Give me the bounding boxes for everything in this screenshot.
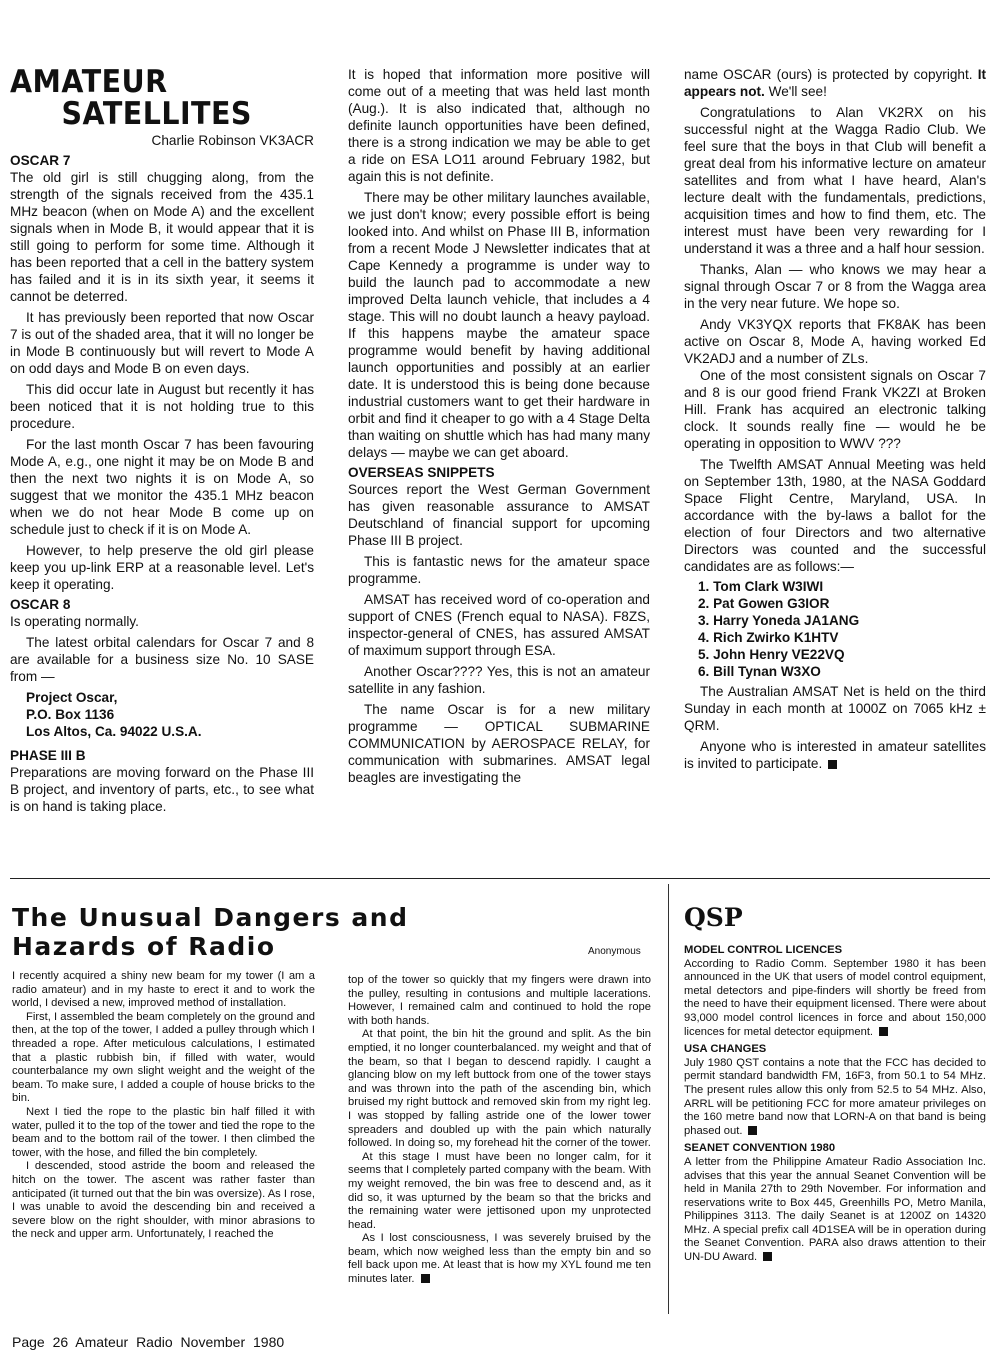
paragraph [348, 1232, 651, 1286]
paragraph: Next I tied the rope to the plastic bin half filled it with water, pulled it to the top of the tower and tied the rope to the beam and to the bottom rail of the tower. I then climbed the tower, with the hose, and filled the bin completely. [12, 1105, 315, 1159]
paragraph [684, 738, 986, 772]
dangers-column-2 [348, 974, 651, 1287]
byline: Charlie Robinson VK3ACR [151, 133, 314, 148]
list-item: 4. Rich Zwirko K1HTV [698, 630, 839, 645]
paragraph: Another Oscar???? Yes, this is not an amateur satellite in any fashion. [348, 664, 650, 696]
text: Anyone who is interested in amateur satellites is invited to participate. [684, 739, 986, 771]
paragraph: For the last month Oscar 7 has been favouring Mode A, e.g., one night it may be on Mode B and then the next two nights it is on Mode A, so suggest that we monitor the 435.1 MHz beacon when we do not hear Mode B come up on schedule just to check if it is on Mode A. [10, 437, 314, 537]
text: name OSCAR (ours) is protected by copyright. [684, 67, 973, 82]
text: A letter from the Philippine Amateur Radio Association Inc. advises that this year the annual Seanet Convention will be held in Manila 27th to 29th November. For information and reservations write to Box 445, Greenhills PO, Metro Manila, Philippines 3113. The daily Seanet is at 1200Z on 14320 MHz. A special prefix call 4D1SEA will be in operation during the Seanet Convention. PARA also draws attention to their UN-DU Award. [684, 1155, 986, 1264]
address-line: Project Oscar, [26, 690, 118, 705]
paragraph: Congratulations to Alan VK2RX on his successful night at the Wagga Radio Club. We feel sure that the boys in that Club will benefit a great deal from his informative lecture on amateur satellites and from what I have heard, Alan's lecture dealt with the fundamentals, predictions, acquisition times and how to find them, etc. The interest must have been very rewarding for I understand it was a three and a half hour session. [684, 105, 986, 256]
paragraph: One of the most consistent signals on Oscar 7 and 8 is our good friend Frank VK2ZI at Broken Hill. Frank has acquired an electronic talking clock. It sounds really fine — would he be operating in opposition to WWV ??? [684, 368, 986, 451]
paragraph [684, 1156, 986, 1265]
author: Anonymous [588, 946, 641, 957]
satellites-column-2 [348, 66, 650, 786]
list-item: 5. John Henry VE22VQ [698, 647, 845, 662]
text: July 1980 QST contains a note that the FCC has decided to permit standard bandwidth FM, 16F3, from 50.1 to 54 MHz. The present rules allow this only from 52.5 to 54 MHz. Also, ARRL will be petitioning FCC for more amateur privileges on the 160 metre band now that LORN-A on that band is being phased out. [684, 1056, 986, 1137]
address-line: Los Altos, Ca. 94022 U.S.A. [26, 724, 202, 739]
article-title-dangers [12, 903, 408, 961]
paragraph: First, I assembled the beam completely on the ground and then, at the top of the tower, I added a pulley through which I threaded a rope. After meticulous calculations, I estimated that a plastic rubbish bin, if filled with water, would counterbalance my own slight weight and the weight of the beam. To make sure, I added a couple of house bricks to the bin. [12, 1010, 315, 1105]
heading-model-control: MODEL CONTROL LICENCES [684, 944, 843, 956]
paragraph [684, 1057, 986, 1139]
paragraph [684, 958, 986, 1040]
paragraph [684, 66, 986, 100]
paragraph: Sources report the West German Government has given reasonable assurance to AMSAT Deutschland of financial support for upcoming Phase III B project. [348, 482, 650, 548]
heading-seanet: SEANET CONVENTION 1980 [684, 1142, 836, 1155]
list-item: 3. Harry Yoneda JA1ANG [698, 613, 860, 628]
paragraph: This did occur late in August but recently it has been noticed that it is not holding true to this procedure. [10, 382, 314, 431]
heading-oscar-7: OSCAR 7 [10, 153, 71, 168]
article-title-satellites [10, 66, 252, 130]
paragraph: It is hoped that information more positive will come out of a meeting that was held last month (Aug.). It is also indicated that, although no definite launch opportunities have been defined, there is a strong indication we may be able to get a ride on ESA LO11 around February 1982, but again this is not definite. [348, 67, 650, 184]
satellites-column-3 [684, 66, 986, 772]
title-line-1: AMATEUR [10, 64, 168, 100]
paragraph: The latest orbital calendars for Oscar 7 and 8 are available for a business size No. 10 SASE from — [10, 635, 314, 684]
paragraph: It has previously been reported that now Oscar 7 is out of the shaded area, that it will no longer be in Mode B continuously but will revert to Mode A on odd days and Mode B on even days. [10, 310, 314, 376]
paragraph: Preparations are moving forward on the Phase III B project, and inventory of parts, etc., to see what is on hand is taking place. [10, 765, 314, 814]
text: We'll see! [768, 84, 827, 99]
section-divider [10, 878, 990, 879]
paragraph: Thanks, Alan — who knows we may hear a signal through Oscar 7 or 8 from the Wagga area in the very near future. We hope so. [684, 262, 986, 311]
list-item: 1. Tom Clark W3IWI [698, 579, 824, 594]
paragraph: The Twelfth AMSAT Annual Meeting was held on September 13th, 1980, at the NASA Goddard Space Flight Centre, Maryland, USA. In accordance with the by-laws a ballot for the election of four Directors and two alternative Directors was counted and the successful candidates are as follows:— [684, 457, 986, 574]
address-line: P.O. Box 1136 [26, 707, 115, 722]
paragraph: At that point, the bin hit the ground and split. As the bin emptied, it no longer counterbalanced. my weight and that of the beam, so that I began to descend rapidly. I caught a glancing blow on my left buttock from one of the tower stays and was thrown into the path of the ascending bin, which bruised my right buttock and removed skin from my right leg. I was stopped by falling astride one of the lower tower spreaders and doubled up with the pain which naturally followed. In doing so, my forehead hit the corner of the tower. [348, 1028, 651, 1150]
heading-overseas-snippets: OVERSEAS SNIPPETS [348, 465, 495, 480]
satellites-column-1 [10, 132, 314, 815]
dangers-column-1 [12, 970, 315, 1242]
end-of-item-icon [763, 1252, 772, 1261]
paragraph: At this stage I must have been no longer calm, for it seems that I completely parted company with the beam. With my weight removed, the bin was free to descend and, as it did so, it was upturned by the beam so that the bricks and the remaining water were jettisoned upon my unprotected head. [348, 1150, 651, 1231]
title-line-1: The Unusual Dangers and [12, 903, 409, 932]
page-footer: Page 26 Amateur Radio November 1980 [12, 1334, 285, 1350]
paragraph: There may be other military launches available, we just don't know; every possible effort is being looked into. And whilst on Phase III B, information from a recent Mode J Newsletter indicates that at Cape Kennedy a programme is under way to build the launch pad to accommodate a new improved Delta launch vehicle, that includes a 4 stage. This will no doubt launch a heavy payload. If this happens maybe the amateur space programme would benefit by having additional launch opportunities and possibly at an earlier date. It is understood this is being done because industrial customers want to get their hardware in orbit and find it cheaper to go with a 4 Stage Delta than waiting on shuttle which has had many many delays — maybe we can get aboard. [348, 190, 650, 460]
heading-usa-changes: USA CHANGES [684, 1043, 767, 1056]
list-item: 6. Bill Tynan W3XO [698, 664, 821, 679]
paragraph: Andy VK3YQX reports that FK8AK has been active on Oscar 8, Mode A, having worked Ed VK2ADJ and a number of ZLs. [684, 317, 986, 366]
qsp-title: QSP [684, 903, 743, 932]
text: As I lost consciousness, I was severely bruised by the beam, which now weighed less than the empty bin and so fell back upon me. At least that is how my XYL found me ten minutes later. [348, 1232, 651, 1286]
title-line-2: Hazards of Radio [12, 932, 276, 961]
paragraph: The name Oscar is for a new military programme — OPTICAL SUBMARINE COMMUNICATION by AEROSPACE RELAY, for communication with submarines. AMSAT legal beagles are investigating the [348, 702, 650, 785]
heading-oscar-8: OSCAR 8 [10, 597, 71, 612]
list-item: 2. Pat Gowen G3IOR [698, 596, 830, 611]
paragraph: This is fantastic news for the amateur space programme. [348, 554, 650, 586]
paragraph: I descended, stood astride the boom and released the hitch on the tower. The ascent was rather faster than anticipated (it turned out that the bin was oversize). As I rose, I was unable to avoid the descending bin and received a severe blow on the right shoulder, with minor abrasions to the neck and upper arm. Unfortunately, I reached the [12, 1160, 315, 1241]
directors-list [698, 578, 986, 680]
column-divider [668, 884, 669, 1314]
title-line-2: SATELLITES [61, 96, 252, 132]
paragraph: However, to help preserve the old girl please keep you up-link ERP at a reasonable level. Let's keep it operating. [10, 543, 314, 592]
end-of-article-icon [421, 1274, 430, 1283]
paragraph: The old girl is still chugging along, from the strength of the signals received from the 435.1 MHz beacon (when on Mode A) and the excellent signals when in Mode B, it would appear that it is still going to perform for some time. Although it has been reported that a cell in the battery system has failed and it is in its sixth year, it seems it cannot be deterred. [10, 170, 314, 304]
paragraph: top of the tower so quickly that my fingers were drawn into the pulley, resulting in contusions and multiple lacerations. However, I remained calm and continued to hold the rope with both hands. [348, 974, 651, 1027]
emphasis: It appears not. [684, 67, 986, 99]
end-of-item-icon [748, 1126, 757, 1135]
paragraph: Is operating normally. [10, 614, 139, 629]
heading-phase-iii-b: PHASE III B [10, 748, 86, 763]
end-of-item-icon [879, 1027, 888, 1036]
paragraph: AMSAT has received word of co-operation and support of CNES (French equal to NASA). F8ZS, inspector-general of CNES, has assured AMSAT of maximum support through ESA. [348, 592, 650, 658]
paragraph: I recently acquired a shiny new beam for my tower (I am a radio amateur) and in my haste to erect it and to work the world, I devised a new, improved method of installation. [12, 970, 315, 1010]
qsp-column [684, 940, 986, 1265]
text: According to Radio Comm. September 1980 it has been announced in the UK that users of model control equipment, metal detectors and pipe-finders will shortly be freed from the need to have their equipment licensed. There were about 93,000 model control licences in force and about 150,000 licences for metal detector equipment. [684, 957, 986, 1038]
end-of-article-icon [828, 760, 837, 769]
paragraph: The Australian AMSAT Net is held on the third Sunday in each month at 1000Z on 7065 kHz ± QRM. [684, 684, 986, 733]
